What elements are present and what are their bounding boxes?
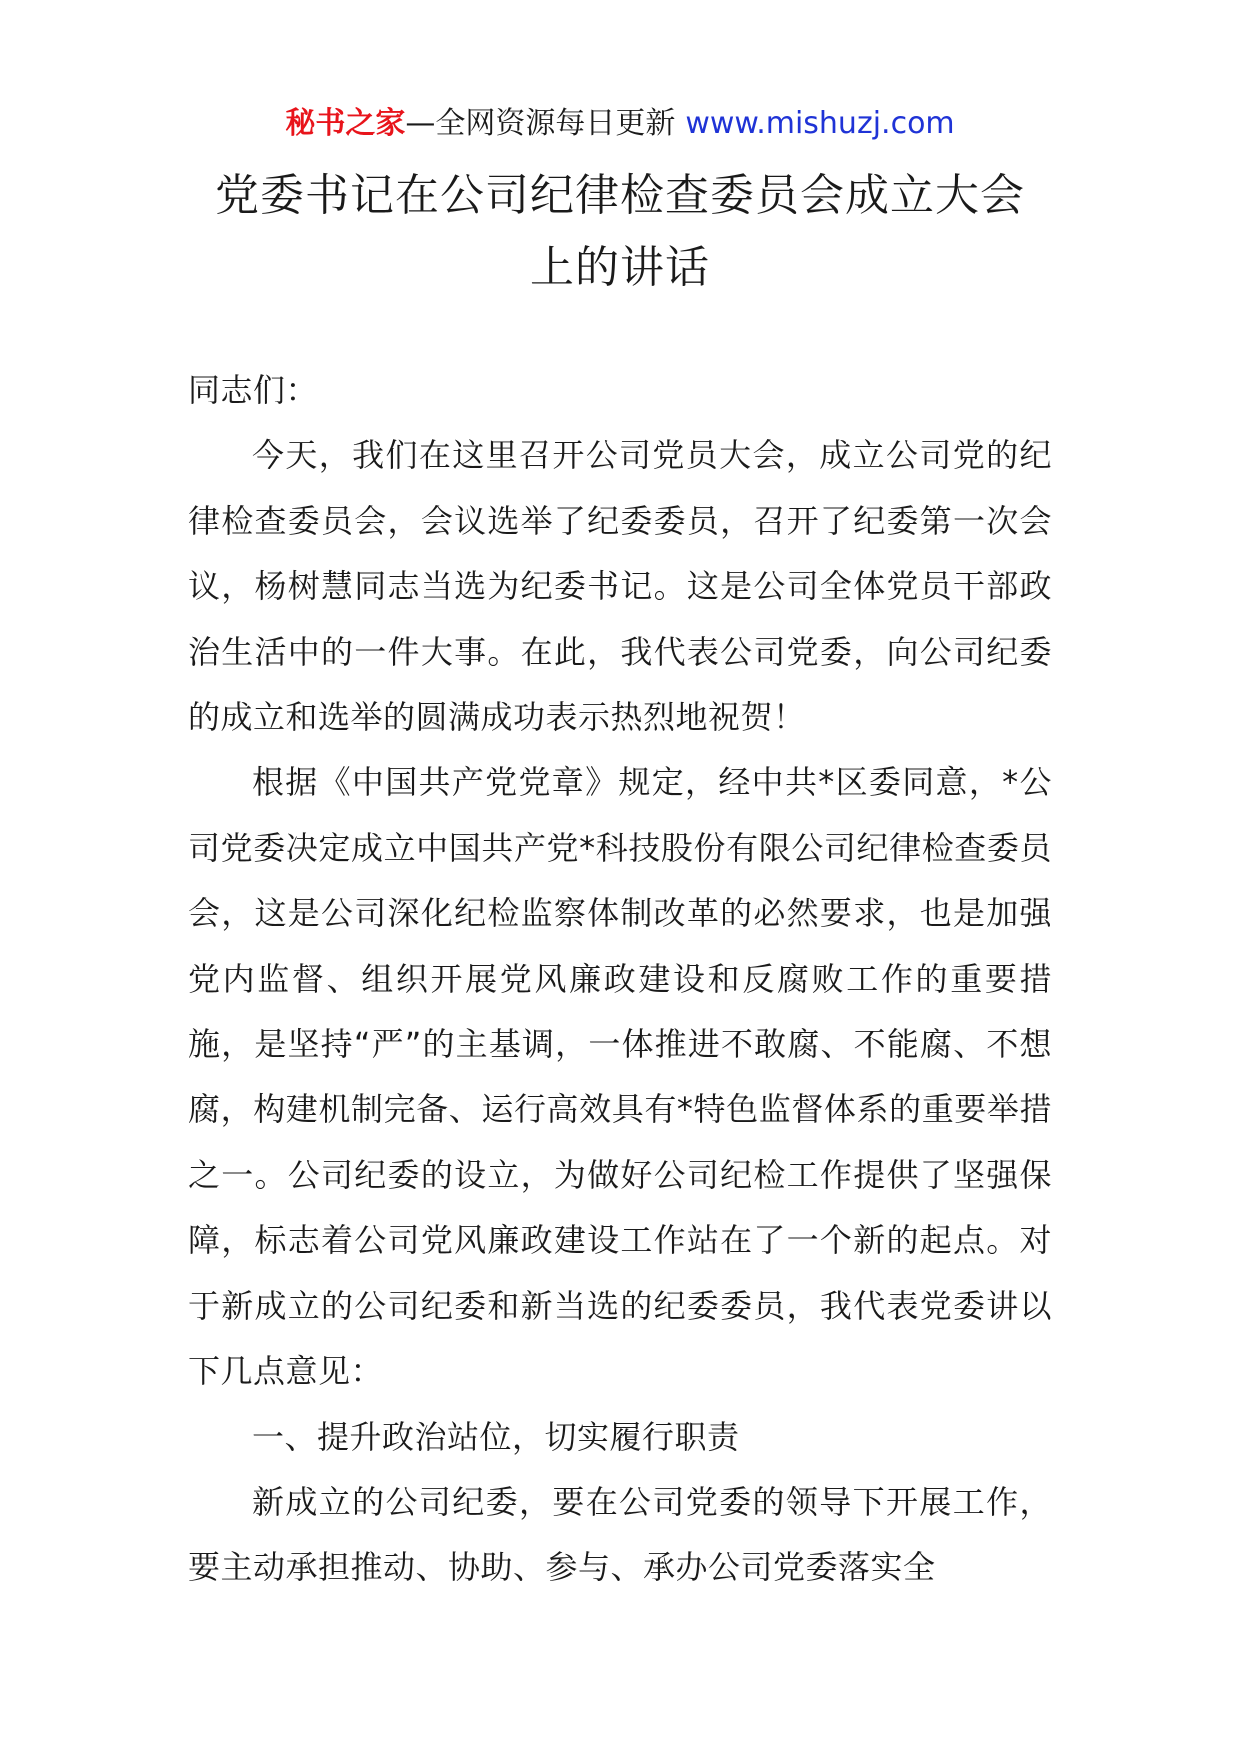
paragraph-1: 今天，我们在这里召开公司党员大会，成立公司党的纪律检查委员会，会议选举了纪委委员，召开了纪委第一次会议，杨树慧同志当选为纪委书记。这是公司全体党员干部政治生活中的一件大事。在此，我代表公司党委，向公司纪委的成立和选举的圆满成功表示热烈地祝贺！ — [188, 436, 1052, 737]
document-title — [180, 160, 1060, 304]
site-url-link[interactable]: www.mishuzj.com — [685, 106, 955, 141]
site-banner — [0, 100, 1240, 148]
section-1-paragraph: 新成立的公司纪委，要在公司党委的领导下开展工作，要主动承担推动、协助、参与、承办公司党委落实全 — [188, 1482, 1052, 1587]
site-slogan: —全网资源每日更新 — [405, 106, 676, 141]
paragraph-2: 根据《中国共产党党章》规定，经中共*区委同意，*公司党委决定成立中国共产党*科技股份有限公司纪律检查委员会，这是公司深化纪检监察体制改革的必然要求，也是加强党内监督、组织开展党风廉政建设和反腐败工作的重要措施，是坚持“严”的主基调，一体推进不敢腐、不能腐、不想腐，构建机制完备、运行高效具有*特色监督体系的重要举措之一。公司纪委的设立，为做好公司纪检工作提供了坚强保障，标志着公司党风廉政建设工作站在了一个新的起点。对于新成立的公司纪委和新当选的纪委委员，我代表党委讲以下几点意见： — [188, 763, 1052, 1391]
document-body — [188, 358, 1052, 1601]
salutation: 同志们： — [188, 371, 319, 409]
title-line-1: 党委书记在公司纪律检查委员会成立大会 — [215, 170, 1025, 221]
section-heading-1: 一、提升政治站位，切实履行职责 — [252, 1417, 740, 1456]
title-line-2: 上的讲话 — [530, 242, 710, 293]
site-name: 秘书之家 — [285, 106, 406, 141]
